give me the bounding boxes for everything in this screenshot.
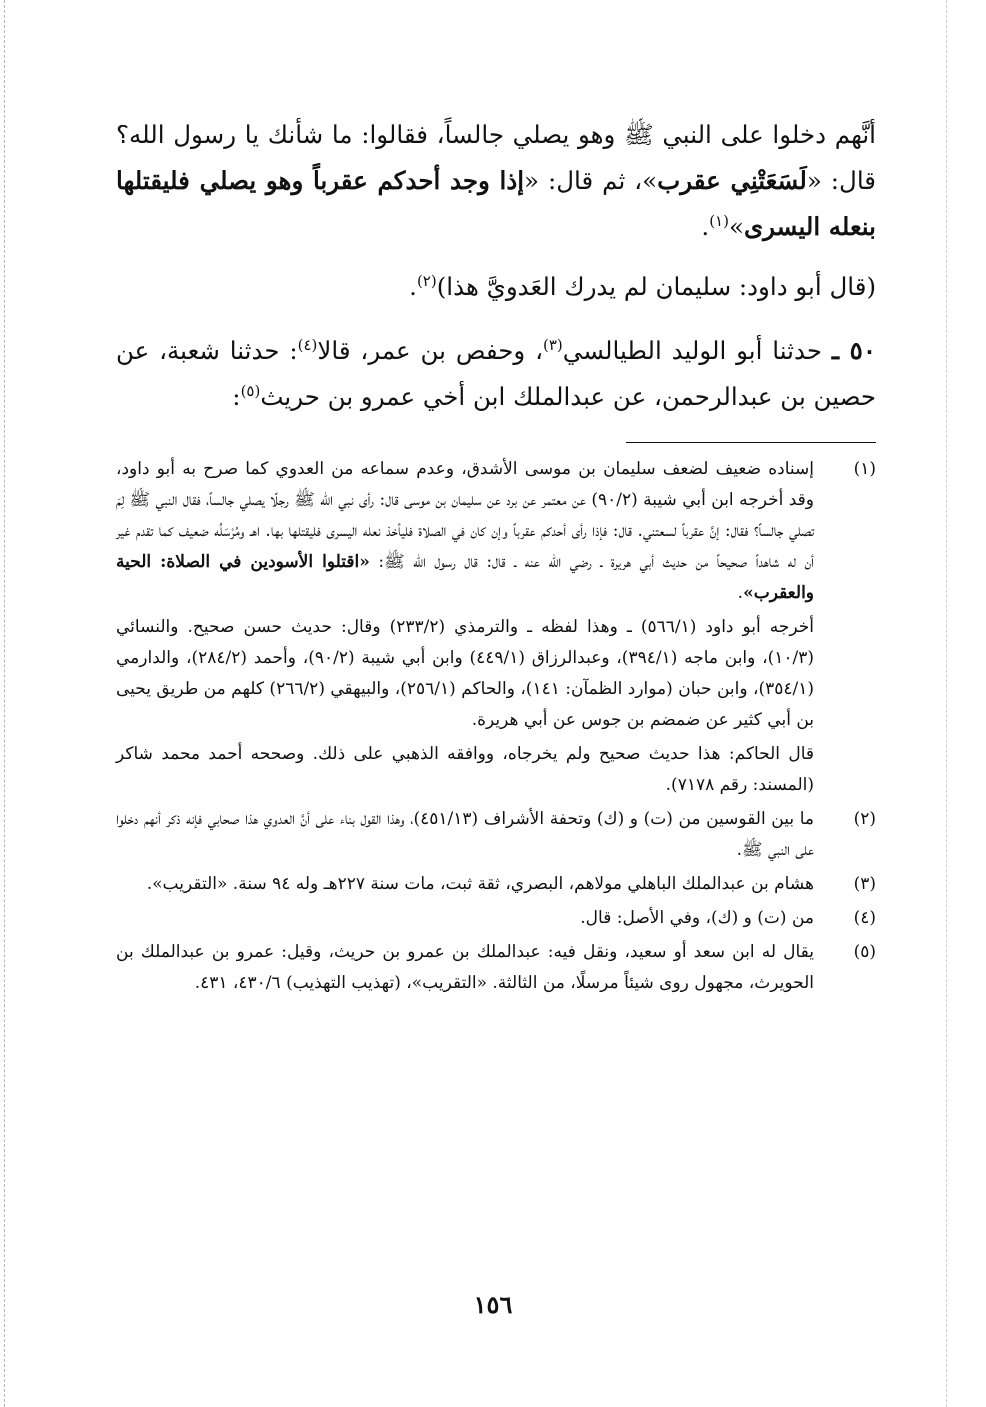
text-run: (قال أبو داود: سليمان لم يدرك العَدويَّ هذا) — [436, 272, 876, 301]
page-edge-left — [4, 0, 5, 1407]
text-run: »، ثم قال: « — [524, 166, 658, 195]
main-text — [116, 112, 876, 420]
text-run: حدثنا أبو الوليد الطيالسي — [562, 336, 832, 365]
text-run: . — [737, 583, 744, 603]
main-paragraph-1 — [116, 112, 876, 250]
footnote-number: (٣) — [853, 874, 876, 894]
page-edge-right — [946, 0, 947, 1407]
text-run: إسناده ضعيف لضعف سليمان بن موسى الأشدق، وعدم سماعه من العدوي كما صرح به أبو داود، وقد أخرجه ابن أبي شيبة (٩٠/٢) عن معتمر عن برد عن سليمان بن موسى قال: رأى نبي الله ﷺ رجلًا يصلي جالساً، فقال النبي ﷺ لِمَ تصلي جالساً؟ فقال: إنَّ عقرباً لسعتني. قال: فإذا رأى أحدكم عقرباً وإن كان في الصلاة فليأخذ نعله اليسرى فليقتلها بها. اهـ ومُرْسَلُه ضعيف كما تقدم غير أن له شاهداً صحيحاً من حديث أبي هريرة ـ رضي الله عنه ـ قال: قال رسول الله ﷺ: — [116, 459, 814, 572]
footnote-paragraph: أخرجه أبو داود (٥٦٦/١) ـ وهذا لفظه ـ والترمذي (٢٣٣/٢) وقال: حديث حسن صحيح. والنسائي (١٠/٣)، وابن ماجه (٣٩٤/١)، وعبدالرزاق (٤٤٩/١) وابن أبي شيبة (٩٠/٢)، وأحمد (٢٨٤/٢)، والدارمي (٣٥٤/١)، وابن حبان (موارد الظمآن: ١٤١)، والحاكم (٢٥٦/١)، والبيهقي (٢٦٦/٢) كلهم من طريق يحيى بن أبي كثير عن ضمضم بن جوس عن أبي هريرة. — [116, 617, 815, 730]
text-run: : حدثنا شعبة، عن حصين بن عبدالرحمن، عن عبدالملك ابن أخي عمرو بن حريث — [116, 336, 876, 411]
main-paragraph-2 — [116, 264, 876, 310]
footnote-ref[interactable]: (٥) — [240, 381, 261, 400]
footnote-number: (٤) — [853, 908, 876, 928]
footnote-ref[interactable]: (٣) — [543, 335, 563, 354]
text-run: ، وحفص بن عمر، قالا — [317, 336, 543, 365]
footnote-paragraph: هشام بن عبدالملك الباهلي مولاهم، البصري، ثقة ثبت، مات سنة ٢٢٧هـ وله ٩٤ سنة. «التقريب». — [146, 874, 814, 894]
footnote-number: (٢) — [853, 809, 876, 829]
footnote-5 — [116, 937, 876, 999]
footnote-ref[interactable]: (٤) — [297, 335, 318, 354]
footnote-paragraph: ما بين القوسين من (ت) و (ك) وتحفة الأشراف (٤٥١/١٣)، وهذا القول بناء على أنَّ العدوي هذا صحابي فإنه ذكر أنهم دخلوا على النبي ﷺ. — [116, 809, 814, 860]
footnote-paragraph: يقال له ابن سعد أو سعيد، ونقل فيه: عبدالملك بن عمرو بن حريث، وقيل: عمرو بن عبدالملك بن الحويرث، مجهول روى شيئاً مرسلًا، من الثالثة. «التقريب»، (تهذيب التهذيب) ٤٣٠/٦، ٤٣١. — [116, 942, 814, 993]
text-run: أنَّهم دخلوا على النبي ﷺ وهو يصلي جالساً، فقالوا: ما شأنك يا رسول الله؟ قال: « — [116, 120, 876, 195]
footnote-number: (٥) — [853, 942, 876, 962]
footnote-2 — [116, 804, 876, 866]
hadith-number: ٥٠ ـ — [831, 336, 876, 365]
footnotes — [116, 454, 876, 999]
footnote-ref[interactable]: (٢) — [416, 271, 437, 290]
footnote-3 — [116, 869, 876, 900]
hadith-quote: إذا وجد أحدكم عقرباً وهو يصلي فليقتلها بنعله اليسرى — [116, 166, 876, 241]
footnote-separator — [116, 420, 876, 454]
footnote-4 — [116, 903, 876, 934]
hadith-quote: «اقتلوا الأسودين في الصلاة: الحية والعقرب» — [116, 552, 814, 603]
text-run: » — [728, 212, 744, 241]
separator-line — [626, 442, 876, 443]
footnote-paragraph: من (ت) و (ك)، وفي الأصل: قال. — [580, 908, 814, 928]
footnote-1 — [116, 454, 876, 801]
footnote-ref[interactable]: (١) — [709, 211, 729, 230]
text-run: . — [409, 272, 417, 301]
page-number: ١٥٦ — [473, 1290, 513, 1319]
hadith-quote: لَسَعَتْنِي عقرب — [657, 166, 807, 195]
text-run: . — [701, 212, 710, 241]
footnote-paragraph: قال الحاكم: هذا حديث صحيح ولم يخرجاه، ووافقه الذهبي على ذلك. وصححه أحمد محمد شاكر (المسند: رقم ٧١٧٨). — [116, 744, 814, 795]
text-run: : — [232, 382, 241, 411]
main-paragraph-3 — [116, 328, 876, 420]
page-content — [116, 112, 876, 1002]
footnote-paragraph — [116, 454, 814, 609]
footnote-number: (١) — [853, 459, 876, 479]
